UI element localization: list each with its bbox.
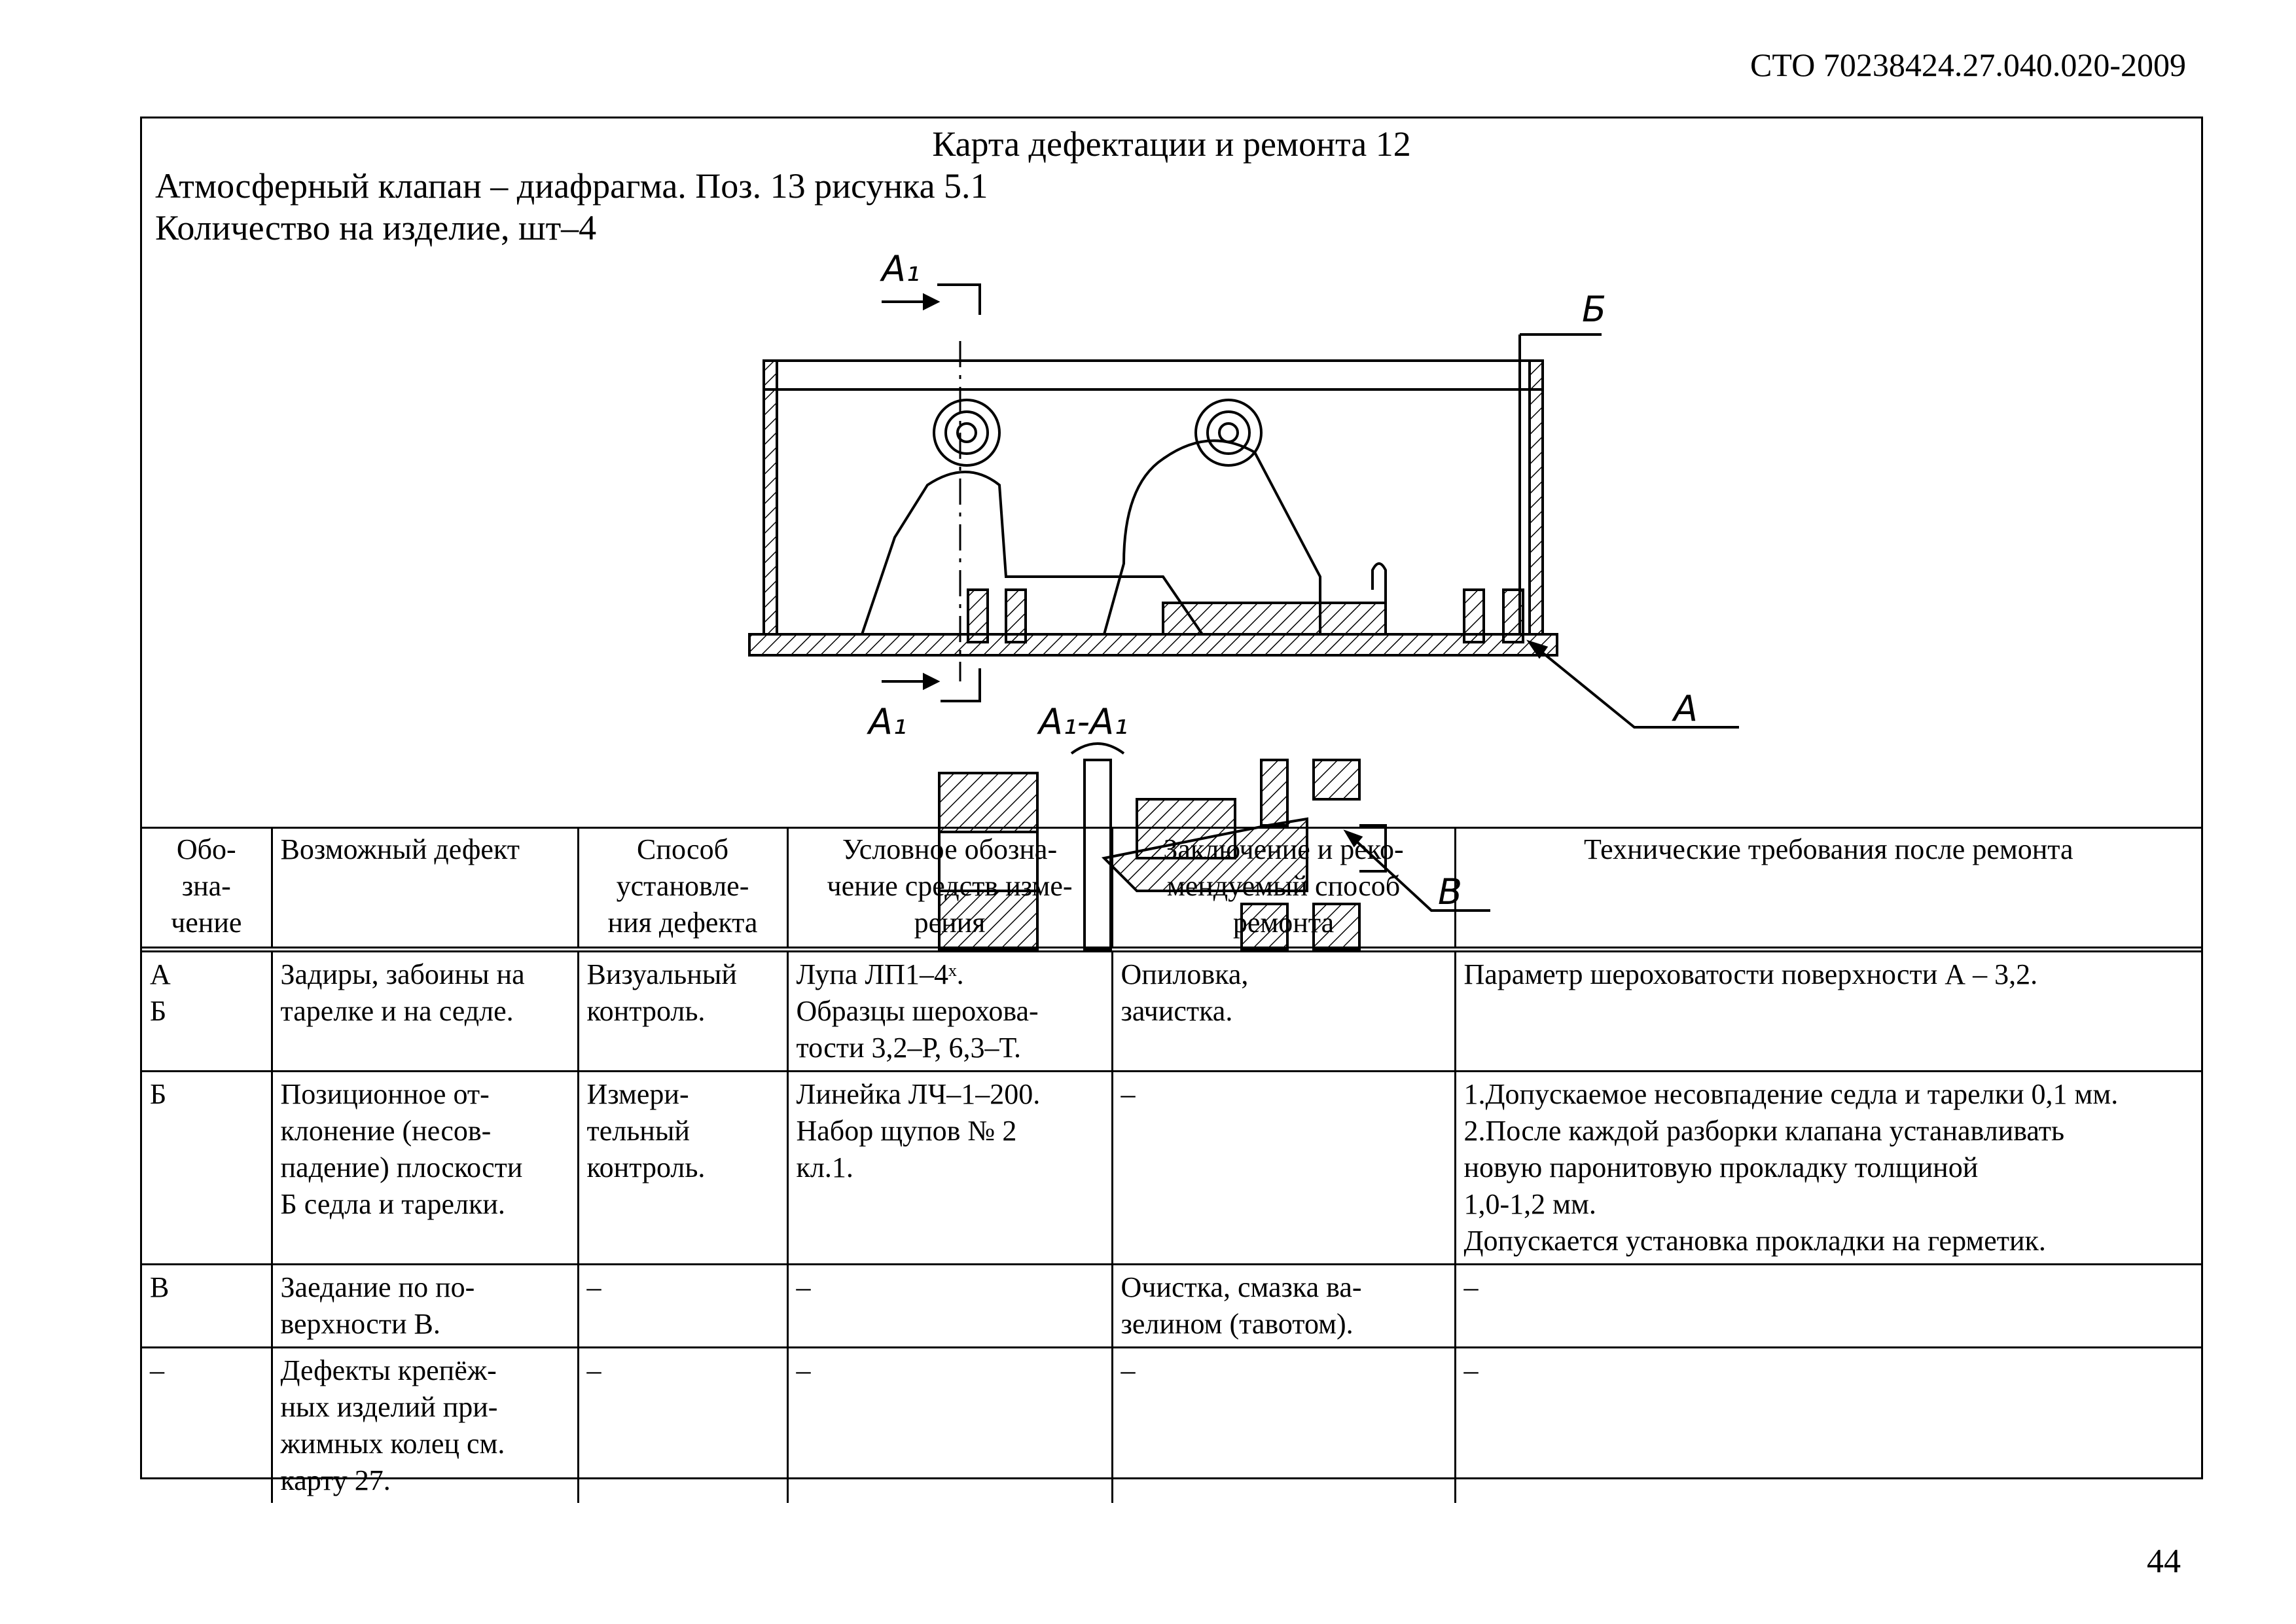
cell-instruments: – bbox=[787, 1265, 1112, 1348]
cell-requirements: 1.Допускаемое несовпадение седла и тарелки 0,1 мм. 2.После каждой разборки клапана устанавливать новую паронитовую прокладку толщиной 1,0-1,2 мм. Допускается установка прокладки на герметик. bbox=[1455, 1072, 2201, 1265]
cell-designation: А Б bbox=[142, 950, 272, 1072]
page-number: 44 bbox=[2147, 1543, 2181, 1580]
cell-method: Измери- тельный контроль. bbox=[578, 1072, 787, 1265]
cell-instruments: – bbox=[787, 1348, 1112, 1504]
defect-table bbox=[142, 827, 2201, 1503]
defect-card-frame bbox=[140, 117, 2203, 1496]
label-a1-bottom: А₁ bbox=[869, 701, 907, 742]
col-header-designation: Обо- зна- чение bbox=[142, 828, 272, 950]
quantity-line: Количество на изделие, шт–4 bbox=[155, 208, 597, 247]
table-row bbox=[142, 950, 2201, 1072]
col-header-defect: Возможный дефект bbox=[272, 828, 578, 950]
cell-instruments: Лупа ЛП1–4ˣ. Образцы шерохова- тости 3,2–Р, 6,3–Т. bbox=[787, 950, 1112, 1072]
col-header-method: Способ установле- ния дефекта bbox=[578, 828, 787, 950]
col-header-instruments: Условное обозна- чение средств изме- рения bbox=[787, 828, 1112, 950]
cell-requirements: – bbox=[1455, 1265, 2201, 1348]
table-row bbox=[142, 1265, 2201, 1348]
document-code: СТО 70238424.27.040.020-2009 bbox=[1750, 46, 2186, 83]
table-header-row bbox=[142, 828, 2201, 950]
cell-method: – bbox=[578, 1265, 787, 1348]
cell-defect: Дефекты крепёж- ных изделий при- жимных колец см. карту 27. bbox=[272, 1348, 578, 1504]
cell-requirements: – bbox=[1455, 1348, 2201, 1504]
cell-designation: – bbox=[142, 1348, 272, 1504]
cell-designation: Б bbox=[142, 1072, 272, 1265]
cell-instruments: Линейка ЛЧ–1–200. Набор щупов № 2 кл.1. bbox=[787, 1072, 1112, 1265]
cell-conclusion: – bbox=[1112, 1072, 1455, 1265]
cell-method: Визуальный контроль. bbox=[578, 950, 787, 1072]
cell-defect: Позиционное от- клонение (несов- падение) плоскости Б седла и тарелки. bbox=[272, 1072, 578, 1265]
label-b: Б bbox=[1582, 289, 1607, 330]
cell-defect: Заедание по по- верхности В. bbox=[272, 1265, 578, 1348]
col-header-requirements: Технические требования после ремонта bbox=[1455, 828, 2201, 950]
cell-designation: В bbox=[142, 1265, 272, 1348]
table-row bbox=[142, 1072, 2201, 1265]
cell-defect: Задиры, забоины на тарелке и на седле. bbox=[272, 950, 578, 1072]
label-a: А bbox=[1674, 688, 1698, 729]
cell-conclusion: Очистка, смазка ва- зелином (тавотом). bbox=[1112, 1265, 1455, 1348]
cell-requirements: Параметр шероховатости поверхности А – 3,2. bbox=[1455, 950, 2201, 1072]
label-section-a1-a1: А₁-А₁ bbox=[1039, 701, 1128, 742]
card-title: Карта дефектации и ремонта 12 bbox=[932, 124, 1411, 164]
col-header-conclusion: Заключение и реко- мендуемый способ ремонта bbox=[1112, 828, 1455, 950]
cell-conclusion: – bbox=[1112, 1348, 1455, 1504]
label-a1-top: А₁ bbox=[882, 248, 920, 289]
label-v: В bbox=[1438, 871, 1463, 912]
cell-conclusion: Опиловка, зачистка. bbox=[1112, 950, 1455, 1072]
table-row bbox=[142, 1348, 2201, 1504]
part-name: Атмосферный клапан – диафрагма. Поз. 13 рисунка 5.1 bbox=[155, 166, 988, 206]
cell-method: – bbox=[578, 1348, 787, 1504]
